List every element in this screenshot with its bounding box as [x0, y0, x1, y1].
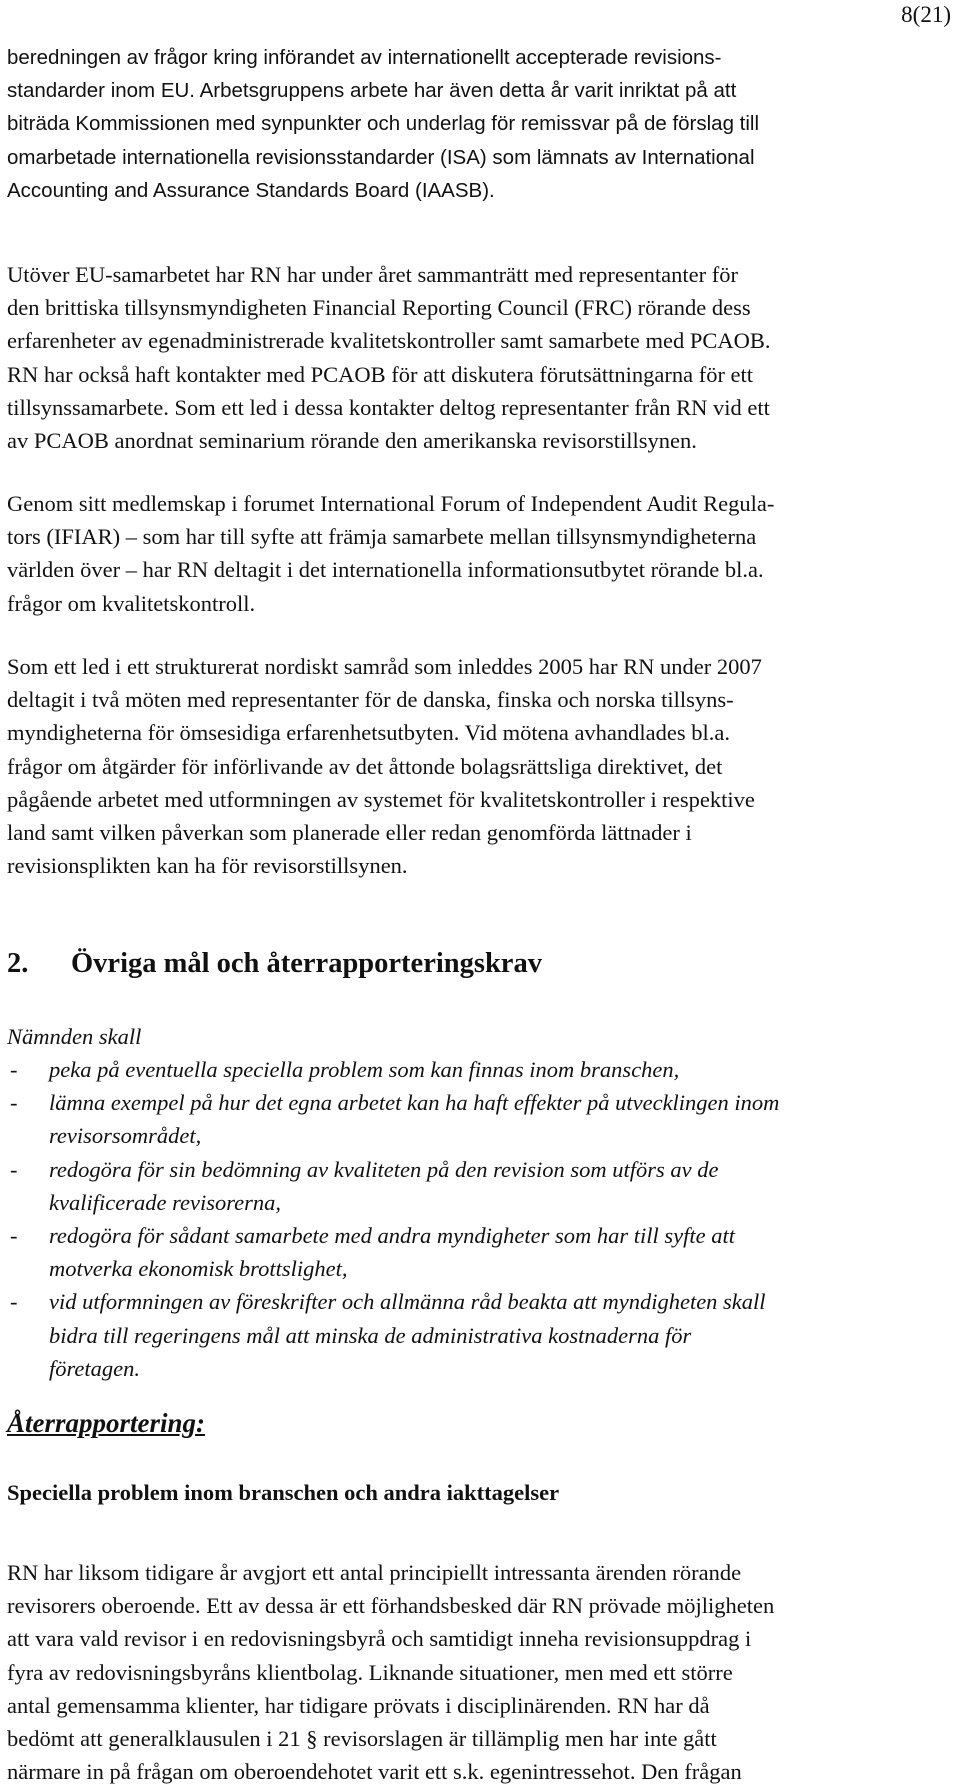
text-line: deltagit i två möten med representanter för de danska, finska och norska tillsyns- [7, 687, 734, 713]
reporting-title: Återrapportering: [7, 1408, 206, 1438]
list-item-line: kvalificerade revisorerna, [49, 1189, 282, 1215]
text-line: fyra av redovisningsbyråns klientbolag. Liknande situationer, men med ett större [7, 1659, 733, 1685]
list-item [7, 1153, 947, 1219]
text-line: av PCAOB anordnat seminarium rörande den amerikanska revisorstillsynen. [7, 428, 697, 454]
section-number: 2. [7, 948, 29, 979]
list-dash: - [10, 1289, 18, 1315]
paragraph-nordic [7, 650, 947, 882]
text-line: tors (IFIAR) – som har till syfte att främja samarbete mellan tillsynsmyndigheterna [7, 524, 757, 550]
list-item [7, 1053, 947, 1086]
list-item-line: företagen. [49, 1355, 141, 1381]
list-item-line: peka på eventuella speciella problem som kan finnas inom branschen, [49, 1057, 680, 1082]
requirements-list [7, 1053, 947, 1385]
text-line: Utöver EU-samarbetet har RN har under året sammanträtt med representanter för [7, 262, 738, 287]
text-line: världen över – har RN deltagit i det internationella informationsutbytet rörande bl.a. [7, 557, 764, 583]
text-line: frågor om åtgärder för införlivande av det åttonde bolagsrättsliga direktivet, det [7, 753, 723, 779]
text-line: revisorers oberoende. Ett av dessa är ett förhandsbesked där RN prövade möjligheten [7, 1593, 775, 1619]
text-line: omarbetade internationella revisionsstandarder (ISA) som lämnats av International [7, 145, 755, 169]
text-line: myndigheterna för ömsesidiga erfarenhetsutbyten. Vid mötena avhandlades bl.a. [7, 720, 731, 746]
paragraph-independence [7, 1556, 947, 1788]
text-line: Accounting and Assurance Standards Board (IAASB). [7, 178, 495, 202]
list-dash: - [10, 1156, 18, 1182]
list-dash: - [10, 1090, 18, 1116]
text-line: antal gemensamma klienter, har tidigare prövats i disciplinärenden. RN har då [7, 1692, 710, 1718]
list-item [7, 1086, 947, 1152]
text-line: bedömt att generalklausulen i 21 § revisorslagen är tillämplig men har inte gått [7, 1726, 717, 1752]
list-item-line: redogöra för sådant samarbete med andra myndigheter som har till syfte att [49, 1223, 735, 1249]
list-item-line: redogöra för sin bedömning av kvaliteten på den revision som utförs av de [49, 1156, 719, 1182]
page-number: 8(21) [901, 2, 951, 27]
text-line: standarder inom EU. Arbetsgruppens arbete har även detta år varit inriktat på att [7, 79, 737, 103]
text-line: att vara vald revisor i en redovisningsbyrå och samtidigt inneha revisionsuppdrag i [7, 1626, 752, 1652]
list-dash: - [10, 1057, 18, 1082]
list-item-line: bidra till regeringens mål att minska de administrativa kostnaderna för [49, 1322, 692, 1348]
text-line: den brittiska tillsynsmyndigheten Financial Reporting Council (FRC) rörande dess [7, 295, 751, 321]
list-item [7, 1219, 947, 1285]
text-line: Genom sitt medlemskap i forumet International Forum of Independent Audit Regula- [7, 491, 775, 516]
section-heading [7, 948, 542, 980]
text-line: pågående arbetet med utformningen av systemet för kvalitetskontroller i respektive [7, 786, 755, 812]
list-item-line: revisorsområdet, [49, 1123, 202, 1149]
section-title: Övriga mål och återrapporteringskrav [71, 948, 542, 979]
list-intro: Nämnden skall [7, 1024, 142, 1049]
text-line: RN har liksom tidigare år avgjort ett antal principiellt intressanta ärenden rörande [7, 1560, 742, 1585]
list-item-line: motverka ekonomisk brottslighet, [49, 1256, 348, 1282]
list-item-line: lämna exempel på hur det egna arbetet kan ha haft effekter på utvecklingen inom [49, 1090, 780, 1116]
text-line: revisionsplikten kan ha för revisorstillsynen. [7, 853, 408, 879]
list-item [7, 1285, 947, 1385]
paragraph-frc-pcaob [7, 258, 947, 457]
text-line: närmare in på frågan om oberoendehotet varit ett s.k. egenintressehot. Den frågan [7, 1759, 742, 1785]
text-line: tillsynssamarbete. Som ett led i dessa kontakter deltog representanter från RN vid ett [7, 394, 770, 420]
subheading: Speciella problem inom branschen och andra iakttagelser [7, 1480, 560, 1505]
text-line: beredningen av frågor kring införandet av internationellt accepterade revisions- [7, 46, 722, 69]
text-line: erfarenheter av egenadministrerade kvalitetskontroller samt samarbete med PCAOB. [7, 328, 771, 354]
text-line: RN har också haft kontakter med PCAOB för att diskutera förutsättningarna för ett [7, 361, 754, 387]
paragraph-eu-standards [7, 41, 947, 207]
text-line: land samt vilken påverkan som planerade eller redan genomförda lättnader i [7, 820, 692, 846]
text-line: biträda Kommissionen med synpunkter och underlag för remissvar på de förslag till [7, 112, 760, 136]
paragraph-ifiar [7, 487, 947, 620]
list-dash: - [10, 1223, 18, 1249]
text-line: Som ett led i ett strukturerat nordiskt samråd som inleddes 2005 har RN under 2007 [7, 654, 762, 679]
text-line: frågor om kvalitetskontroll. [7, 590, 256, 616]
list-item-line: vid utformningen av föreskrifter och allmänna råd beakta att myndigheten skall [49, 1289, 766, 1315]
